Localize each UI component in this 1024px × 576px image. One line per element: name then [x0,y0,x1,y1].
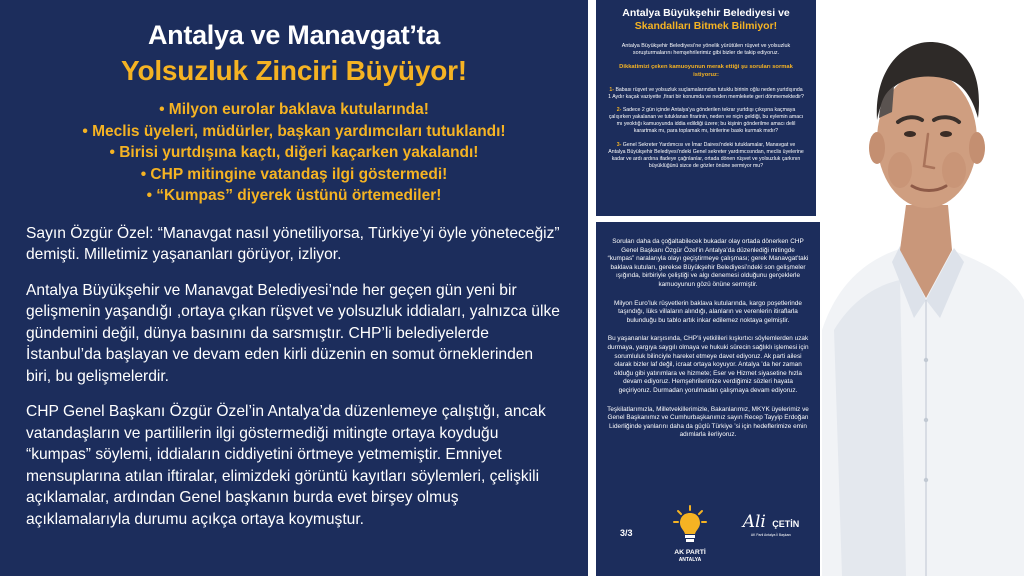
questions-card [596,0,816,216]
question-text: Genel Sekreter Yardımcısı ve İmar Dairesi’ndeki tutuklamalar, Manavgat ve Antalya Büyükşehir Belediyesi’ndeki Genel sekreter yardımcısından, meclis üyelerine kadar ve ardı ardına ifadeye çağrılanlar, ortada dönen rüşvet ve yolsuzluk çarkının büyüklüğünü sizce de gözler önüne sermiyor mu? [608,142,804,169]
bullet-list [26,99,562,207]
bullet-item: • Birisi yurtdışına kaçtı, diğeri kaçarken yakalandı! [109,144,479,161]
bullet-item: • CHP mitingine vatandaş ilgi göstermedi! [140,165,448,183]
card-heading-line2: Skandalları Bitmek Bilmiyor! [634,20,778,32]
signature-script: Ali [742,512,766,532]
question-text: Babası rüşvet ve yolsuzluk suçlamalarından tutuklu birinin oğlu neden yurtdışında 1 Aydır kaçak vaziyette ,firari bir konumda ve neden memlekete geri dönmemektedir? [608,86,804,100]
headline-line2: Yolsuzluk Zinciri Büyüyor! [121,55,467,86]
bullet-item: • “Kumpas” diyerek üstünü örtemediler! [146,187,442,204]
party-name: AK PARTİ [674,549,706,556]
question-number: 1- [609,86,614,93]
headline-line1: Antalya ve Manavgat’ta [147,20,440,50]
statement-body [607,238,809,440]
question-text: Sadece 2 gün içinde Antalya’ya gönderilen tekrar yurtdışı çıkışına kaçmaya çalışırken yakalanan ve tutuklanan firarinin, neden ve niçin geldiği, bu eylemin amacı mı yeoktığı kamuoyunda iddia edildiği üzere; bu kişinin gönderilme amacı delil karartmak mı, para toplamak mı, birilerine baskı kurmak mıdır? [608,107,804,135]
card-intro: Antalya Büyükşehir Belediyesi’ne yönelik yürütülen rüşvet ve yolsuzluk soruşturmalarını hemşehrilerimiz gibi bizler de takip ediyoruz. [621,43,791,57]
question-item-1 [608,87,804,101]
paragraph-2: Antalya Büyükşehir ve Manavgat Belediyesi’nde her geçen gün yeni bir gelişmenin yaşandığı ,ortaya çıkan rüşvet ve yolsuzluk iddiaları, yalnızca ülke gündemini değil, dünya basınını da sarsmıştır. CHP’li belediyelerde İstanbul’da başlayan ve devam eden kirli düzenin en somut örneklerinden biri, bu gelişmelerdir. [26,281,560,385]
statement-paragraph-2: Milyon Euro’luk rüşvetlerin baklava kutularında, kargo poşetlerinde taşındığı, lüks villaların alındığı, alanların ve verenlerin itiraflarla bulunduğu bu tablo artık inkar edilemez noktaya gelmiştir. [614,299,802,324]
party-city: ANTALYA [678,557,702,563]
card-heading-line1: Antalya Büyükşehir Belediyesi ve [622,7,790,19]
question-item-3 [608,142,804,170]
signature-block [728,512,814,537]
portrait-illustration [822,0,1024,576]
statement-paragraph-4: Teşkilatlarımızla, Milletvekillerimizle, Bakanlarımız, MKYK üyelerimiz ve Genel Başkanımız ve Cumhurbaşkanımız sayın Recep Tayyip Erdoğan Liderliğinde yanlarını daha da güçlü Türkiye ’si için hedeflerimize emin adımlarla ilerliyoruz. [607,405,809,439]
statement-card [596,222,820,576]
paragraph-1: Sayın Özgür Özel: “Manavgat nasıl yönetiliyorsa, Türkiye’yi öyle yöneteceğiz” demişti. Milletimiz yaşananları görüyor, izliyor. [26,224,560,263]
signature-role: AK Parti Antalya İl Başkanı [750,533,792,537]
bullet-item: • Milyon eurolar baklava kutularında! [159,101,429,118]
statement-paragraph-1: Soruları daha da çoğaltabilecek bukadar olay ortada dönerken CHP Genel Başkanı Özgür Özel’in Antalya’da düzenlediği mitingde “kumpas” naralarıyla olayı geçiştirmeye çalışması; gerek Manavgat’taki baklava kutuları, gerekse Büyükşehir Belediyesi’ndeki son gelişmeler ışığında, birbiriyle çeliştiği ve algı denemesi olduğunu gerçeklerle kamuoyunun gözü önüne sermiştir. [607,238,809,288]
lightbulb-icon [673,504,707,544]
party-logo [666,504,714,563]
paragraph-3: CHP Genel Başkanı Özgür Özel’in Antalya’da düzenlemeye çalıştığı, ancak vatandaşların ve partililerin ilgi göstermediği mitingte ortaya koyduğu “kumpas” söylemi, iddiaların ciddiyetini örtmeye yetmemiştir. Emniyet mensuplarına atılan iftiralar, elimizdeki görüntü kayıtları söylemleri, çelişkili açıklamalar, ardından Genel başkanın burda evet birşey olmuş açıklamalarıyla durumu açıkça ortaya koymuştur. [26,403,546,528]
question-number: 2- [616,107,622,114]
question-number: 3- [616,142,622,149]
card-subheading: Dikkatimizi çeken kamuoyunun merak ettiği şu soruları sormak istiyoruz: [619,64,793,78]
page-number: 3/3 [620,528,633,538]
portrait-panel [822,0,1024,576]
bullet-item: • Meclis üyeleri, müdürler, başkan yardımcıları tutuklandı! [82,122,506,140]
signature-surname: ÇETİN [772,519,800,529]
statement-paragraph-3: Bu yaşananlar karşısında, CHP’li yetkilileri kışkırtıcı söylemlerden uzak durmaya, yargıya saygılı olmaya ve hukuki sürecin sağlıklı işlemesi için sorumluluk bilinciyle hareket etmeye davet ediyoruz. Ak parti ailesi olarak bizler laf değil, icraat ortaya koyuyor. Antalya ’da her zaman olduğu gibi yatırımlara ve hizmete; Eser ve Hizmet siyasetine hızla devam ediyoruz. Hemşehrilerimize verdiğimiz sözleri hayata geçiriyoruz. Durmadan yorulmadan çalışmaya devam ediyoruz. [607,335,809,394]
card-footer [596,504,820,568]
question-item-2 [608,107,804,135]
